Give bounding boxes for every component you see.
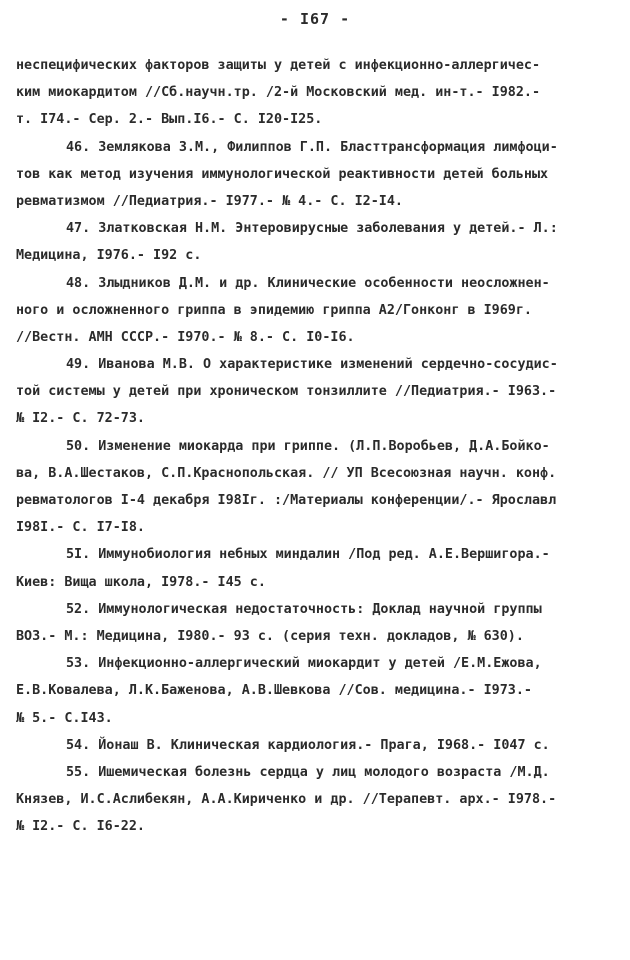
entry-line: ВОЗ.- М.: Медицина, I980.- 93 с. (серия техн. докладов, № 630). [16,628,524,644]
entry-line: 48. Злыдников Д.М. и др. Клинические особенности неосложнен- [66,275,550,291]
entry-line: ким миокардитом //Сб.научн.тр. /2-й Московский мед. ин-т.- I982.- [16,85,541,101]
entry-line: 5I. Иммунобиология небных миндалин /Под ред. А.Е.Вершигора.- [66,547,550,563]
entry-line: неспецифических факторов защиты у детей с инфекционно-аллергичес- [16,58,541,73]
bibliography-entry-55 [16,759,614,841]
bibliography-entry-51 [16,541,614,595]
bibliography-entry-46 [16,134,614,216]
entry-line: т. I74.- Сер. 2.- Вып.I6.- С. I20-I25. [16,112,323,128]
entry-line: 50. Изменение миокарда при гриппе. (Л.П.Воробьев, Д.А.Бойко- [66,438,550,454]
bibliography-entry-50 [16,433,614,542]
entry-line: 53. Инфекционно-аллергический миокардит у детей /Е.М.Ежова, [66,656,542,672]
entry-line: 52. Иммунологическая недостаточность: Доклад научной группы [66,601,542,617]
bibliography-entry-53 [16,650,614,732]
entry-line: 54. Йонаш В. Клиническая кардиология.- Прага, I968.- I047 с. [66,737,550,753]
entry-line: № I2.- С. 72-73. [16,411,145,427]
entry-line: 55. Ишемическая болезнь сердца у лиц молодого возраста /М.Д. [66,764,550,780]
entry-line: ревматизмом //Педиатрия.- I977.- № 4.- С. I2-I4. [16,193,403,209]
bibliography-entry-48 [16,270,614,352]
entry-line: 49. Иванова М.В. О характеристике изменений сердечно-сосудис- [66,357,558,373]
bibliography-entry-49 [16,351,614,433]
entry-line: //Вестн. АМН СССР.- I970.- № 8.- С. I0-I6. [16,329,355,345]
bibliography-list [16,52,614,840]
entry-line: I98I.- С. I7-I8. [16,520,145,536]
entry-line: № I2.- С. I6-22. [16,819,145,835]
entry-line: ревматологов I-4 декабря I98Iг. :/Материалы конференции/.- Ярославл [16,493,557,508]
page-number: - I67 - [279,10,351,28]
bibliography-entry-54 [16,732,614,759]
bibliography-entry-continuation [16,52,614,134]
entry-line: 47. Златковская Н.М. Энтеровирусные заболевания у детей.- Л.: [66,221,558,237]
entry-line: той системы у детей при хроническом тонзиллите //Педиатрия.- I963.- [16,384,557,400]
entry-line: 46. Землякова З.М., Филиппов Г.П. Бласттрансформация лимфоци- [66,139,558,155]
entry-line: ва, В.А.Шестаков, С.П.Краснопольская. // УП Всесоюзная научн. конф. [16,465,557,481]
entry-line: Медицина, I976.- I92 с. [16,248,202,264]
entry-line: Киев: Вища школа, I978.- I45 с. [16,574,266,590]
entry-line: Е.В.Ковалева, Л.К.Баженова, А.В.Шевкова //Сов. медицина.- I973.- [16,683,532,699]
bibliography-entry-52 [16,596,614,650]
entry-line: Князев, И.С.Аслибекян, А.А.Кириченко и др. //Терапевт. арх.- I978.- [16,792,557,808]
entry-line: № 5.- С.I43. [16,710,113,726]
entry-line: тов как метод изучения иммунологической реактивности детей больных [16,166,549,182]
bibliography-entry-47 [16,215,614,269]
entry-line: ного и осложненного гриппа в эпидемию гриппа А2/Гонконг в I969г. [16,302,532,318]
